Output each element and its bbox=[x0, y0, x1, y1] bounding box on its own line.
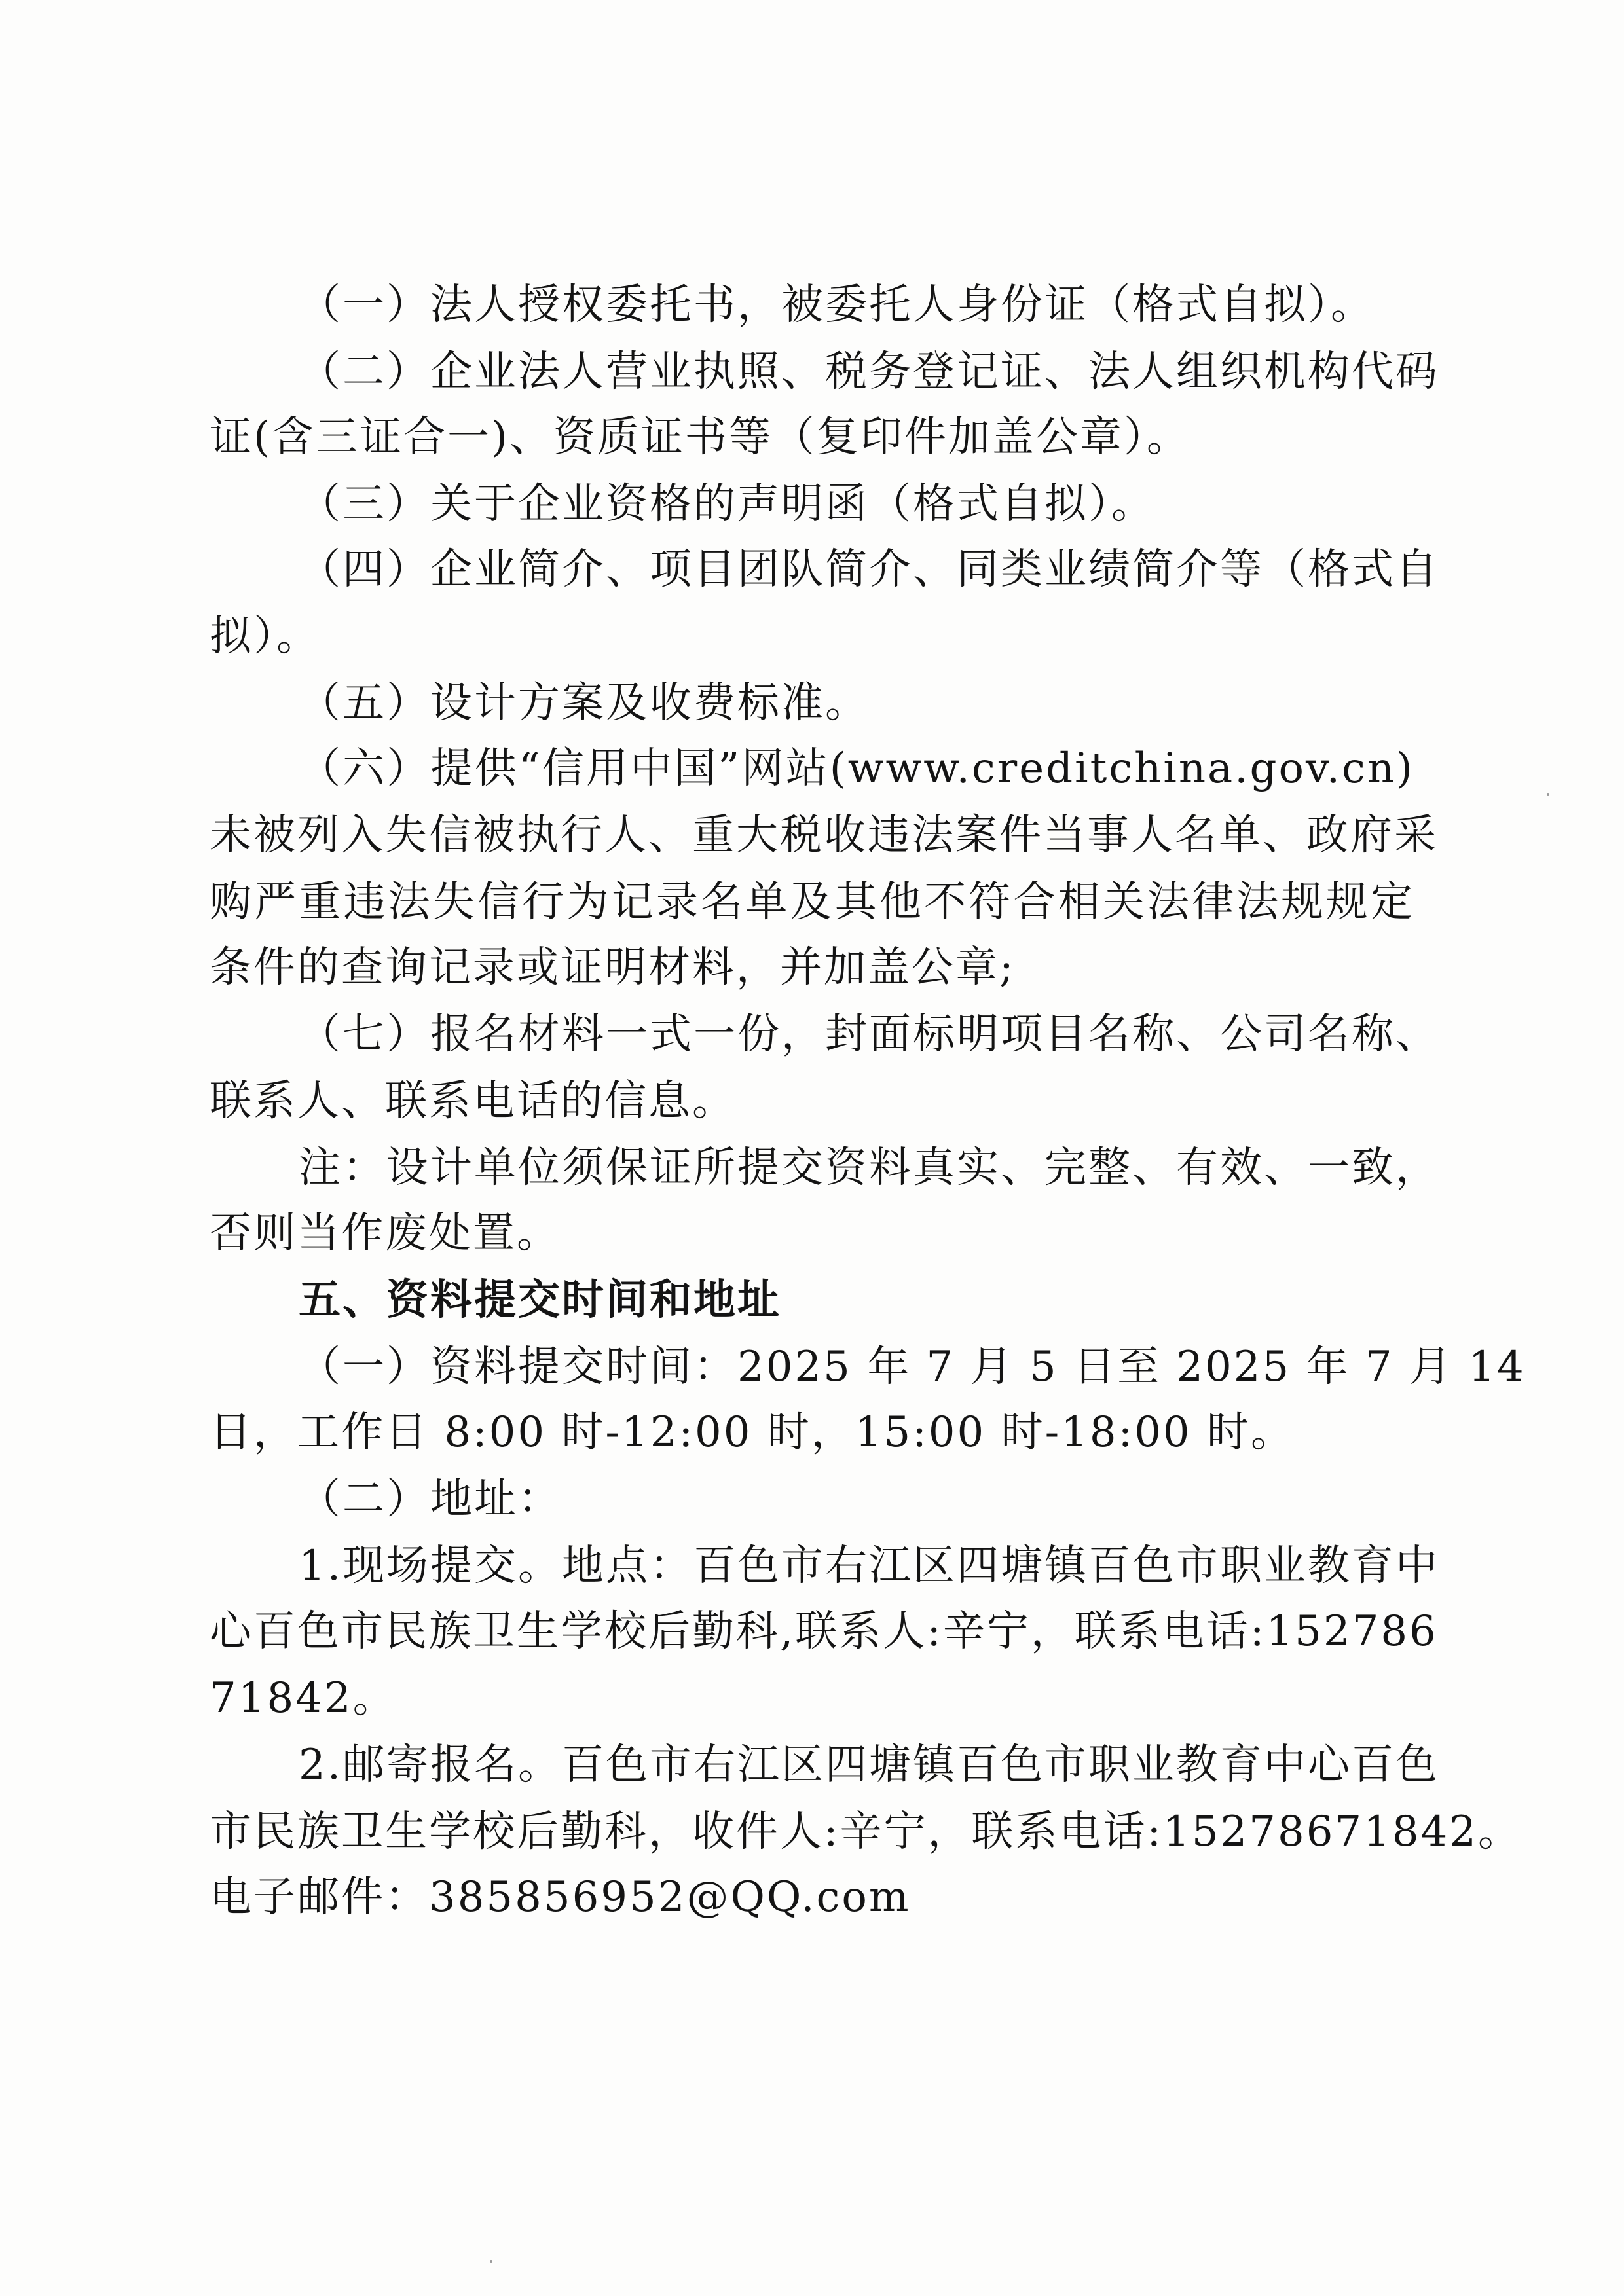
submission-time-line-2: 日，工作日 8:00 时-12:00 时，15:00 时-18:00 时。 bbox=[210, 1408, 1295, 1457]
onsite-submission-line-1: 1.现场提交。地点：百色市右江区四塘镇百色市职业教育中 bbox=[299, 1542, 1440, 1590]
address-label: （二）地址： bbox=[299, 1475, 562, 1523]
onsite-submission-line-3: 71842。 bbox=[210, 1674, 397, 1722]
item-6-credit-line-3: 购严重违法失信行为记录名单及其他不符合相关法律法规规定 bbox=[210, 878, 1414, 926]
scan-speck bbox=[1547, 793, 1549, 796]
item-3-declaration: （三）关于企业资格的声明函（格式自拟）。 bbox=[299, 480, 1155, 528]
item-2-license-line-2: 证(含三证合一)、资质证书等（复印件加盖公章）。 bbox=[210, 413, 1190, 462]
note-line-1: 注：设计单位须保证所提交资料真实、完整、有效、一致， bbox=[299, 1144, 1439, 1192]
mail-submission-line-2: 市民族卫生学校后勤科，收件人:辛宁，联系电话:15278671842。 bbox=[210, 1808, 1522, 1856]
mail-submission-line-1: 2.邮寄报名。百色市右江区四塘镇百色市职业教育中心百色 bbox=[299, 1741, 1440, 1789]
email-line: 电子邮件：385856952@QQ.com bbox=[210, 1873, 911, 1922]
section-5-heading: 五、资料提交时间和地址 bbox=[299, 1276, 781, 1324]
item-6-credit-line-2: 未被列入失信被执行人、重大税收违法案件当事人名单、政府采 bbox=[210, 811, 1438, 860]
item-4-profile-line-1: （四）企业简介、项目团队简介、同类业绩简介等（格式自 bbox=[299, 545, 1439, 594]
item-4-profile-line-2: 拟）。 bbox=[210, 612, 320, 661]
item-6-credit-line-4: 条件的查询记录或证明材料，并加盖公章; bbox=[210, 943, 1016, 992]
note-line-2: 否则当作废处置。 bbox=[210, 1209, 561, 1258]
item-6-credit-line-1: （六）提供“信用中国”网站(www.creditchina.gov.cn) bbox=[299, 744, 1414, 793]
item-7-materials-line-1: （七）报名材料一式一份，封面标明项目名称、公司名称、 bbox=[299, 1010, 1439, 1059]
item-7-materials-line-2: 联系人、联系电话的信息。 bbox=[210, 1077, 736, 1125]
item-1-authorization: （一）法人授权委托书，被委托人身份证（格式自拟）。 bbox=[299, 281, 1375, 329]
submission-time-line-1: （一）资料提交时间：2025 年 7 月 5 日至 2025 年 7 月 14 bbox=[299, 1343, 1526, 1391]
item-2-license-line-1: （二）企业法人营业执照、税务登记证、法人组织机构代码 bbox=[299, 348, 1439, 396]
scan-speck bbox=[490, 2260, 492, 2263]
item-5-design-plan: （五）设计方案及收费标准。 bbox=[299, 679, 869, 727]
onsite-submission-line-2: 心百色市民族卫生学校后勤科,联系人:辛宁，联系电话:152786 bbox=[210, 1607, 1438, 1656]
